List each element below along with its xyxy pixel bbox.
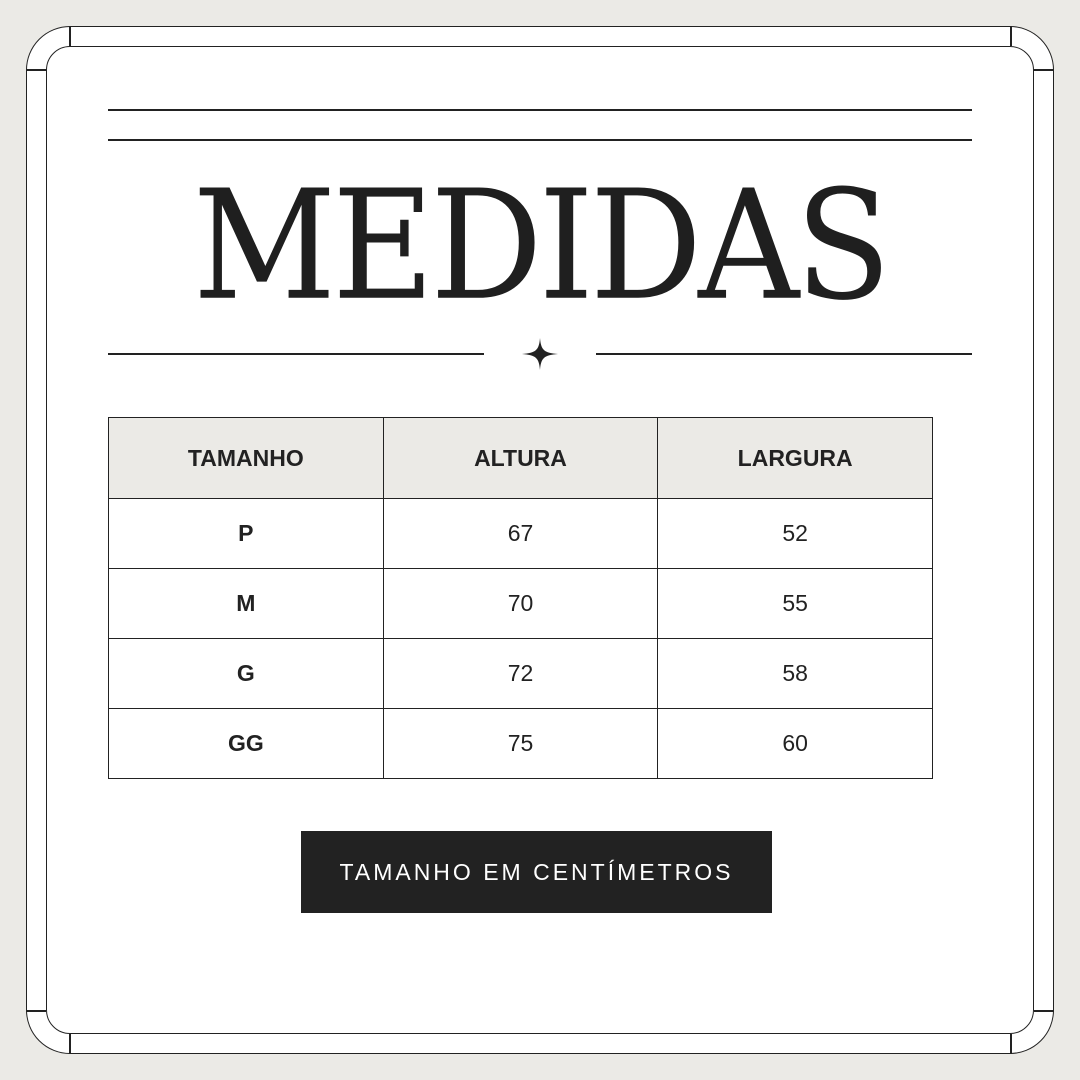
height-cell: 72: [383, 639, 658, 709]
table-row: [109, 639, 933, 709]
divider-left: [108, 353, 484, 355]
width-cell: 52: [658, 499, 933, 569]
corner-tick: [26, 69, 46, 71]
table-header-row: [109, 418, 933, 499]
corner-tick: [1034, 69, 1054, 71]
divider-right: [596, 353, 972, 355]
height-cell: 75: [383, 709, 658, 779]
table-row: [109, 569, 933, 639]
corner-tick: [69, 26, 71, 46]
size-cell: M: [109, 569, 384, 639]
size-cell: GG: [109, 709, 384, 779]
top-rule-1: [108, 109, 972, 111]
table-row: [109, 499, 933, 569]
unit-note-badge: [301, 831, 772, 913]
corner-tick: [1010, 26, 1012, 46]
size-cell: G: [109, 639, 384, 709]
column-header-size: TAMANHO: [109, 418, 384, 499]
size-cell: P: [109, 499, 384, 569]
page-title: MEDIDAS: [192, 158, 888, 335]
table-row: [109, 709, 933, 779]
width-cell: 58: [658, 639, 933, 709]
column-header-height: ALTURA: [383, 418, 658, 499]
width-cell: 60: [658, 709, 933, 779]
corner-tick: [1034, 1010, 1054, 1012]
sparkle-icon: [520, 336, 560, 372]
height-cell: 67: [383, 499, 658, 569]
corner-tick: [69, 1034, 71, 1054]
column-header-width: LARGURA: [658, 418, 933, 499]
height-cell: 70: [383, 569, 658, 639]
corner-tick: [1010, 1034, 1012, 1054]
corner-tick: [26, 1010, 46, 1012]
width-cell: 55: [658, 569, 933, 639]
top-rule-2: [108, 139, 972, 141]
unit-note-label: TAMANHO EM CENTÍMETROS: [339, 858, 734, 885]
size-table: [108, 417, 933, 779]
